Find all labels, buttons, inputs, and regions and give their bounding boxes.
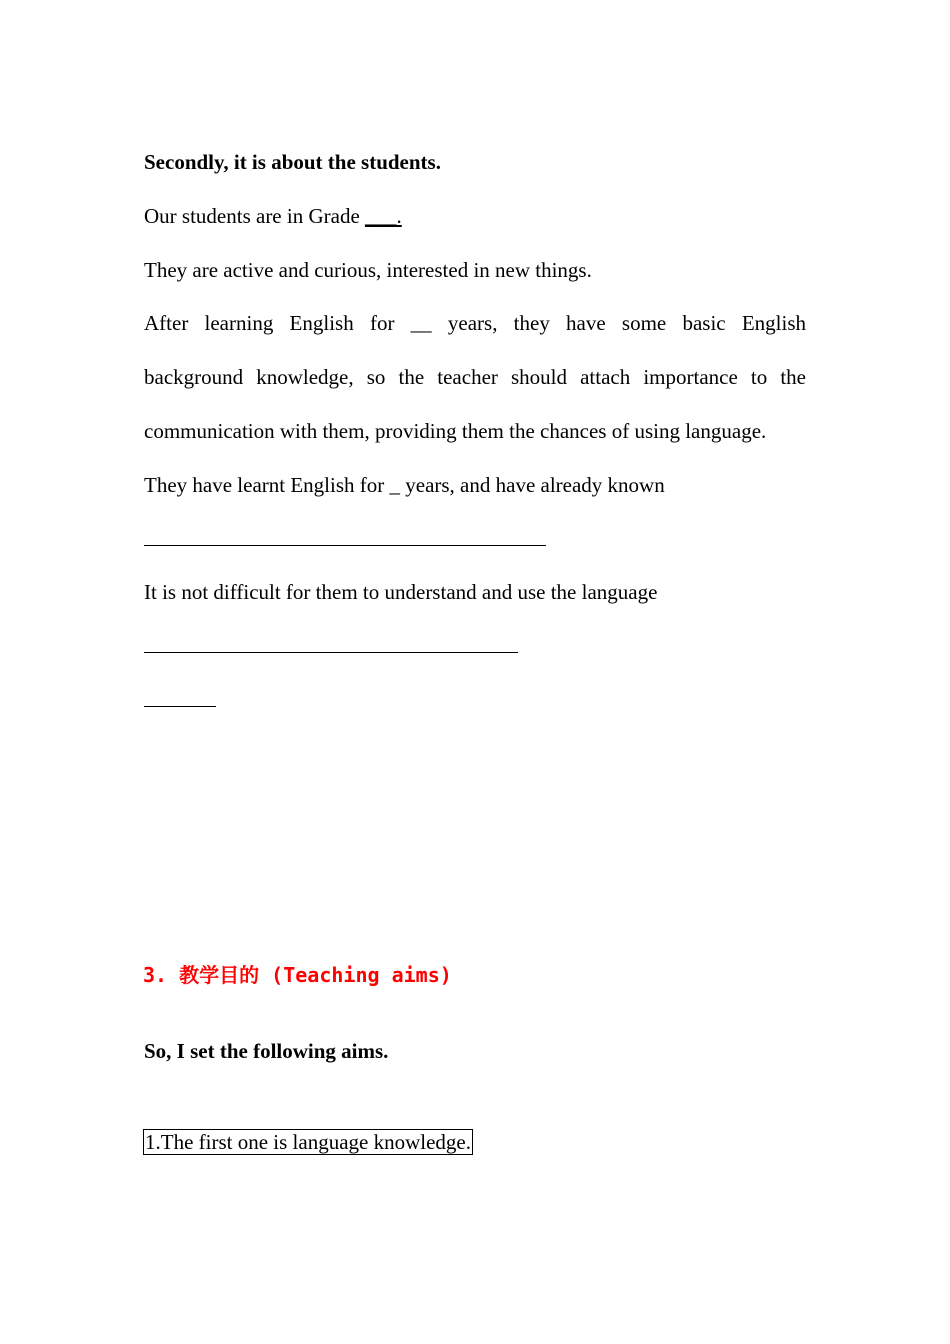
learnt-sentence: They have learnt English for _ years, and have already known — [144, 473, 665, 497]
students-heading: Secondly, it is about the students. — [144, 150, 441, 174]
aims-intro: So, I set the following aims. — [144, 1039, 389, 1063]
grade-prefix: Our students are in Grade — [144, 204, 366, 228]
answer-blank-3 — [144, 706, 216, 707]
curious-sentence: They are active and curious, interested in new things. — [144, 258, 592, 282]
paragraph-line-1: After learning English for __ years, they have some basic English — [144, 311, 806, 335]
paragraph-line-2: background knowledge, so the teacher should attach importance to the — [144, 365, 806, 389]
first-aim-box: 1.The first one is language knowledge. — [145, 1130, 471, 1154]
answer-blank-2 — [144, 652, 518, 653]
grade-blank: ___. — [365, 204, 402, 228]
paragraph-line-3: communication with them, providing them the chances of using language. — [144, 419, 767, 443]
not-difficult-sentence: It is not difficult for them to understand and use the language — [144, 580, 658, 604]
answer-blank-1 — [144, 545, 546, 546]
teaching-aims-heading: 3. 教学目的 (Teaching aims) — [143, 963, 452, 987]
grade-sentence — [144, 202, 402, 230]
